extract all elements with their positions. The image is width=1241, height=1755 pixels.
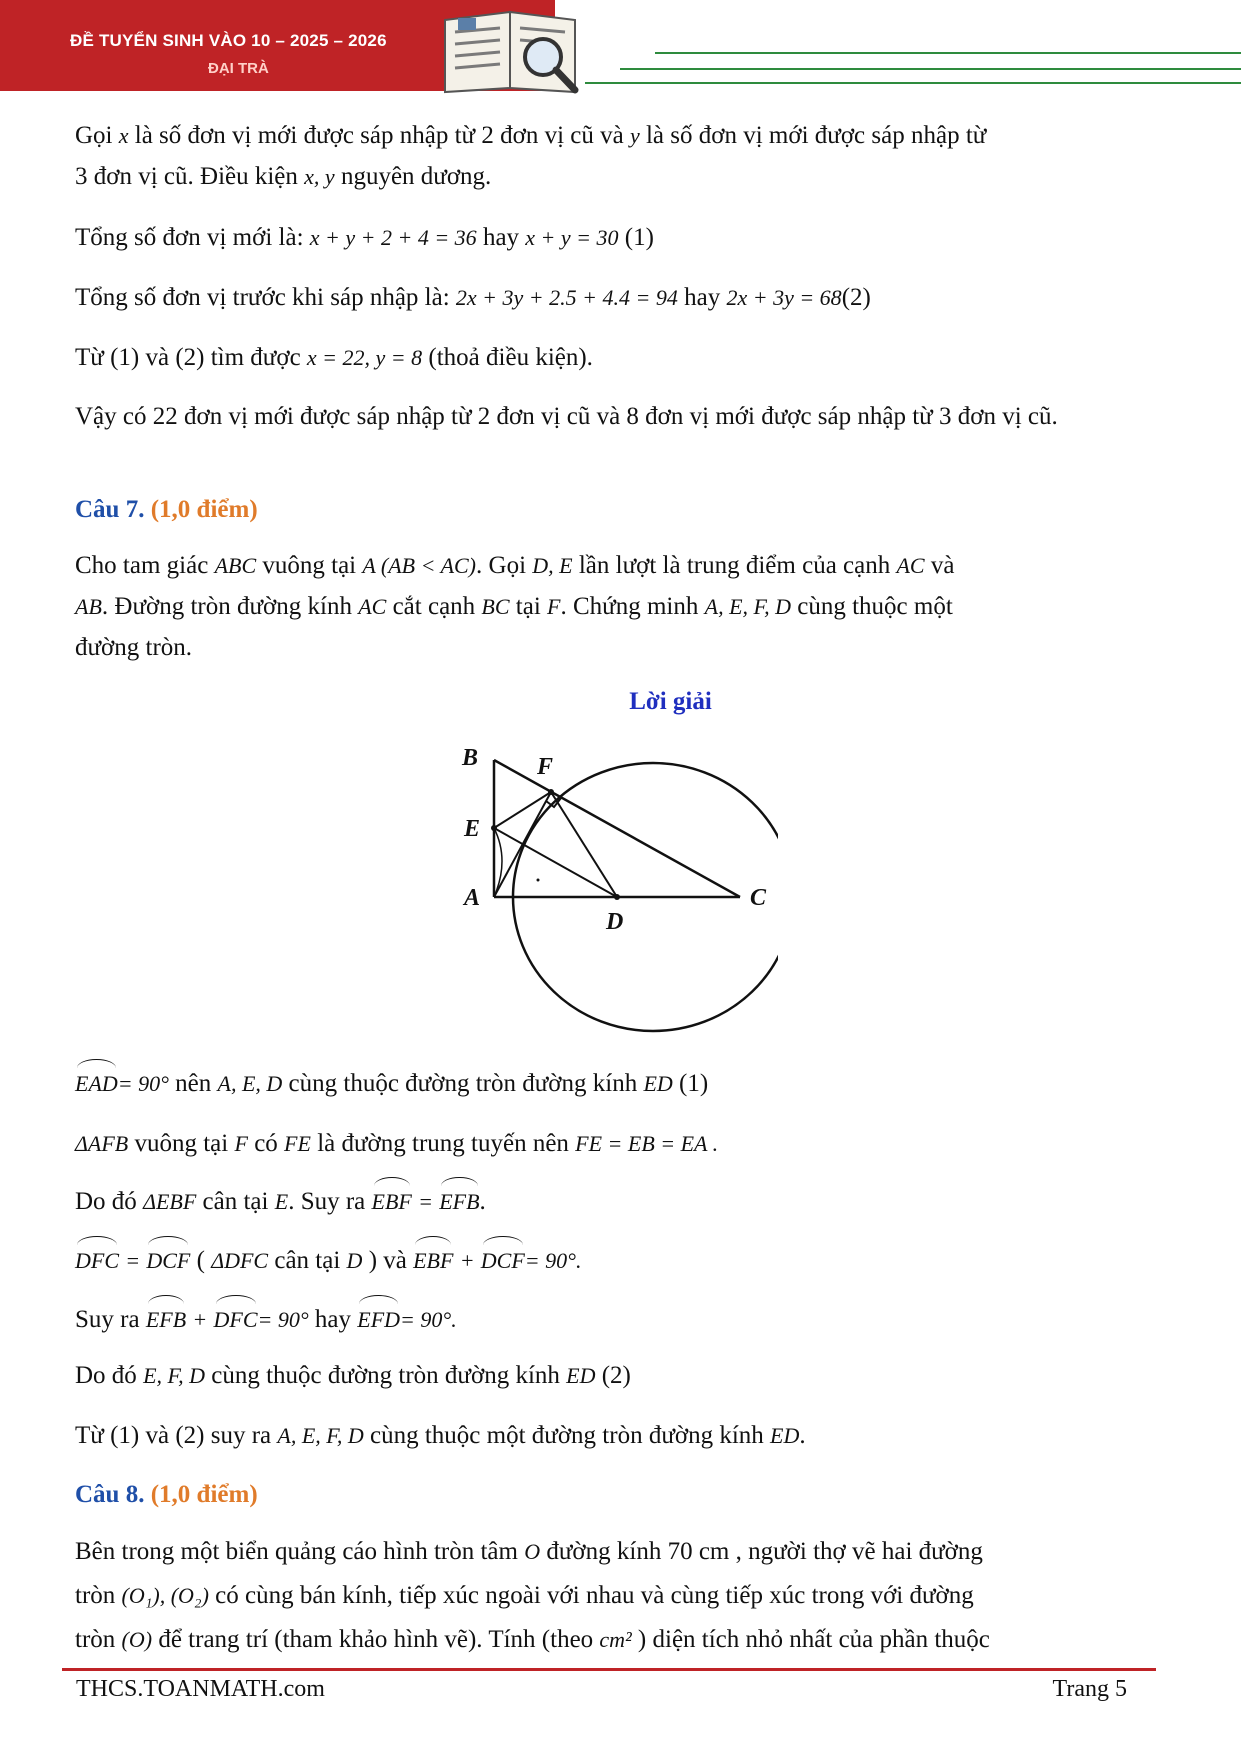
label-d: D — [606, 909, 624, 935]
header-subtitle: ĐẠI TRÀ — [208, 60, 269, 77]
question-7-text: Cho tam giác ABC vuông tại A (AB < AC). Gọi D, E lần lượt là trung điểm của cạnh AC và AB. Đường tròn đường kính AC cắt cạnh BC tại F. Chứng minh A, E, F, D cùng thuộc một đường tròn. — [75, 552, 955, 661]
book-magnifier-icon — [440, 0, 590, 100]
question-8-heading: Câu 8. (1,0 điểm) — [75, 1481, 258, 1508]
footer-site: THCS.TOANMATH.com — [76, 1676, 325, 1702]
footer-rule — [62, 1668, 1156, 1671]
label-c: C — [750, 885, 767, 911]
solution-line-5: Suy ra EFB + DFC= 90° hay EFD= 90°. — [75, 1299, 1170, 1340]
footer-page-number: Trang 5 — [1052, 1676, 1127, 1702]
segment-ef — [494, 792, 551, 828]
solution-line-2: ΔAFB vuông tại F có FE là đường trung tuyến nên FE = EB = EA . — [75, 1130, 719, 1157]
solution-line-3: Do đó ΔEBF cân tại E. Suy ra EBF = EFB. — [75, 1181, 1170, 1222]
label-a: A — [464, 885, 481, 911]
question-7-heading: Câu 7. (1,0 điểm) — [75, 496, 258, 523]
question-8-text: Bên trong một biển quảng cáo hình tròn tâm O đường kính 70 cm , người thợ vẽ hai đường tròn (O₁), (O₂) có cùng bán kính, tiếp xúc ngoài với nhau và cùng tiếp xúc trong với đường tròn (O) để trang trí (tham khảo hình vẽ). Tính (theo cm² ) diện tích nhỏ nhất của phần thuộc — [75, 1538, 990, 1653]
header-rule-bottom — [585, 82, 1241, 84]
label-f: F — [537, 754, 554, 780]
solution-line-6: Do đó E, F, D cùng thuộc đường tròn đường kính ED (2) — [75, 1362, 631, 1389]
segment-af — [494, 792, 551, 897]
header-title: ĐỀ TUYỂN SINH VÀO 10 – 2025 – 2026 — [70, 31, 387, 50]
label-b: B — [462, 745, 479, 771]
solution-line-4: DFC = DCF ( ΔDFC cân tại D ) và EBF + DCF= 90°. — [75, 1240, 1170, 1281]
segment-fd — [551, 792, 617, 897]
paragraph-2: Tổng số đơn vị mới là: x + y + 2 + 4 = 36 hay x + y = 30 (1) — [75, 224, 654, 251]
paragraph-4: Từ (1) và (2) tìm được x = 22, y = 8 (thoả điều kiện). — [75, 344, 593, 371]
geometry-figure — [458, 740, 778, 1035]
paragraph-1: Gọi x là số đơn vị mới được sáp nhập từ 2 đơn vị cũ và y là số đơn vị mới được sáp nhập từ 3 đơn vị cũ. Điều kiện x, y nguyên dương. — [75, 122, 987, 190]
solution-line-1: EAD= 90° nên A, E, D cùng thuộc đường tròn đường kính ED (1) — [75, 1063, 1170, 1104]
paragraph-3: Tổng số đơn vị trước khi sáp nhập là: 2x + 3y + 2.5 + 4.4 = 94 hay 2x + 3y = 68(2) — [75, 284, 871, 311]
solution-line-7: Từ (1) và (2) suy ra A, E, F, D cùng thuộc một đường tròn đường kính ED. — [75, 1422, 806, 1449]
header-rule-top — [655, 52, 1241, 54]
header-rule-mid — [620, 68, 1241, 70]
label-e: E — [464, 816, 481, 842]
paragraph-5: Vậy có 22 đơn vị mới được sáp nhập từ 2 đơn vị cũ và 8 đơn vị mới được sáp nhập từ 3 đơn vị cũ. — [75, 403, 1058, 430]
solution-title: Lời giải — [629, 688, 712, 715]
